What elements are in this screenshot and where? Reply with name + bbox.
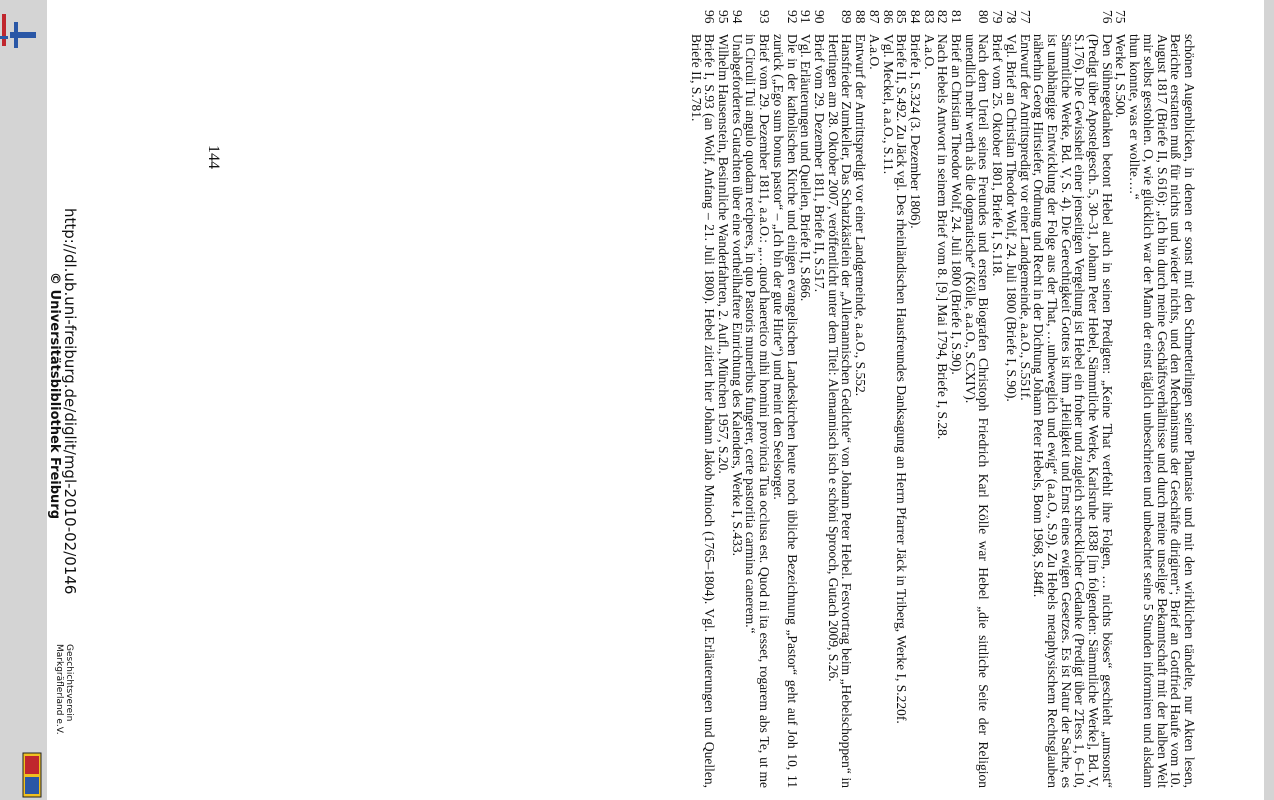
footnote-number: 94 (729, 10, 745, 24)
footnote-number: 80 (976, 10, 992, 24)
footnote-number: 96 (702, 10, 718, 24)
permalink-url[interactable]: http://dl.ub.uni-freiburg.de/diglit/mgl-2010-02/0146 (61, 208, 79, 595)
footnote (895, 10, 909, 788)
footnote-text: Brief an Christian Theodor Wolf, 24. Juli 1800 (Briefe I, S.90). (949, 34, 965, 375)
footnote-text: Briefe II, S.492. Zu Jäck vgl. Des rheinländischen Hausfreundes Danksagung an Herrn Pfarrer Jäck in Triberg, Werke I, S.220f. (894, 34, 910, 724)
footnote-number: 81 (949, 10, 965, 24)
footnote (1114, 10, 1128, 788)
footnote (1004, 10, 1018, 788)
footnote-number: 75 (1113, 10, 1129, 24)
footnote-text: Den Sühnegedanken betont Hebel auch in seinen Predigten: „Keine That verfehlt ihre Folgen, … nichts böses“ geschieht „umsonst“ (Predigt über Apostelgesch. 5, 30–31, Johann Peter Hebel, Sämmtliche Werke, Karlsruhe 1838 [im folgenden: Sämmtliche Werke], Bd. V, S.176). Die Gewissheit einer jenseitigen Vergeltung ist Hebel ein froher und zugleich schrecklicher Gedanke (Predigt über 2Tess 1, 6–10, Sämmtliche Werke, Bd. V, S. 4). Die Gerechtigkeit Gottes ist ihm „Heiligkeit und Ernst eines ewigen Gesetzes. Es ist Natur der Sache, es ist unabhängige Entwicklung der Folge aus der That, …unbeweglich und ewig“ (a.a.O., S.9). Zu Hebels metaphysischem Rechtsglauben näherhin Georg Hirtsiefer, Ordnung und Recht in der Dichtung Johann Peter Hebels, Bonn 1968, S.84ff. (1031, 34, 1115, 788)
footnote-text: Werke I, S.500. (1113, 34, 1129, 119)
footnote (867, 10, 881, 788)
viewer-right-sidebar (1264, 0, 1274, 800)
footnote-text: Brief vom 29. Dezember 1811, a.a.O.: „…quod haeretico mihi homini provincia Tua occlusa est. Quod ni ita esset, rogarem abs Te, ut me in Circuli Tui angulo quodam reciperes, in quo Pastoris muneribus fungerer, certe pastoritia carmina canerem.“ (743, 34, 773, 788)
viewer-left-sidebar (0, 0, 47, 800)
footnote-number: 93 (757, 10, 773, 24)
footnote-text: schönen Augenblicken, in denen er sonst mit den Schmetterlingen seiner Phantasie und mit den wirklichen tändelte, nur Akten lesen, Berichte erstatten muß für nichts und wieder nichts, und den Mechanismus der Geschäfte dirigiren“; Brief an Gottfried Haufe vom 10. August 1817 (Briefe II, S.616): „Ich bin durch meine Geschäftsverhältnisse und durch meine unselige Bekanntschaft mit der halben Welt mir selbst gestohlen. O, wie glücklich war der Mann der einst täglich unbeschrieen und unbeachtet seine 5 Stunden informiren und alsdann thun konnte, was er wollte….“ (1127, 34, 1197, 788)
footnote (689, 10, 716, 788)
footnote (1032, 10, 1114, 788)
footnote (744, 10, 771, 788)
footnote (853, 10, 867, 788)
footnote-number: 86 (880, 10, 896, 24)
footnote-number: 95 (716, 10, 732, 24)
footnote-text: Unabgefordertes Gutachten über eine vortheilhaftere Einrichtung des Kalenders, Werke I, S.433. (729, 34, 745, 556)
footnote-text: Vgl. Meckel, a.a.O., S.11. (880, 34, 896, 175)
footnote (1127, 10, 1196, 788)
society-name-line: Geschichtsverein (64, 644, 74, 722)
footnote-text: Briefe I, S.93 (an Wolf, Anfang – 21. Juli 1800). Hebel zitiert hier Johann Jakob Mnioch (1765–1804). Vgl. Erläuterungen und Quellen, Briefe II, S.781. (688, 34, 718, 788)
footnote-text: A.a.O. (921, 34, 937, 70)
footnote-text: Brief vom 25. Oktober 1801, Briefe I, S.118. (990, 34, 1006, 277)
footnote-text: Briefe I, S.324 (3. Dezember 1806). (907, 34, 923, 229)
footnote (949, 10, 963, 788)
copyright-notice: © Universitätsbibliothek Freiburg (47, 272, 62, 520)
footnote-number: 87 (866, 10, 882, 24)
footnote-number: 79 (990, 10, 1006, 24)
footnote-text: Nach dem Urteil seines Freundes und ersten Biografen Christoph Friedrich Karl Kölle war Hebel „die sittliche Seite der Religion unendlich mehr werth als die dogmatische“ (Kölle, a.a.O., S.CXIV). (962, 34, 992, 788)
rotated-page-content (47, 0, 1196, 800)
library-logo-icon[interactable] (0, 12, 40, 52)
footnote-number: 84 (907, 10, 923, 24)
footnote-number: 88 (853, 10, 869, 24)
footnote-number: 85 (894, 10, 910, 24)
footnote (963, 10, 990, 788)
society-name (54, 644, 73, 735)
footnote-text: Entwurf der Antrittspredigt vor einer Landgemeinde, a.a.O., S.551f. (1017, 34, 1033, 401)
footnote (990, 10, 1004, 788)
footnote-text: Nach Hebels Antwort in seinem Brief vom 8. [9.] Mai 1794, Briefe I, S.28. (935, 34, 951, 440)
footnote (826, 10, 853, 788)
society-name-line: Markgräflerland e.V. (54, 644, 65, 735)
footnote (936, 10, 950, 788)
footnote-text: Die in der katholischen Kirche und einigen evangelischen Landeskirchen heute noch übliche Bezeichnung „Pastor“ geht auf Joh 10, 11 zurück („Ego sum bonus pastor“ – „Ich bin der gute Hirte“) und meint den Seelsorger. (770, 34, 800, 788)
page-number: 144 (205, 145, 222, 169)
footnote-number: 77 (1017, 10, 1033, 24)
society-crest-icon (22, 752, 42, 798)
footnote-number: 82 (935, 10, 951, 24)
footnote-text: Entwurf der Antrittspredigt vor einer Landgemeinde, a.a.O., S.552. (853, 34, 869, 397)
footnote-number: 90 (812, 10, 828, 24)
footnote-number: 83 (921, 10, 937, 24)
footnote-text: Vgl. Brief an Christian Theodor Wolf, 24. Juli 1800 (Briefe I, S.90). (1003, 34, 1019, 402)
footnote (771, 10, 798, 788)
footnotes (689, 10, 1196, 788)
footnote-number: 76 (1099, 10, 1115, 24)
footnote-number: 92 (784, 10, 800, 24)
footnote (730, 10, 744, 788)
footnote-text: Brief vom 29. Dezember 1811, Briefe II, S.517. (812, 34, 828, 293)
footnote (881, 10, 895, 788)
footnote-text: Wilhelm Hausenstein, Besinnliche Wanderfahrten, 2. Aufl., München 1957, S.20. (716, 34, 732, 474)
footnote (812, 10, 826, 788)
scanned-page (47, 0, 1264, 800)
footnote-number: 89 (839, 10, 855, 24)
footnote (716, 10, 730, 788)
footnote (908, 10, 922, 788)
footnote-text: Vgl. Erläuterungen und Quellen, Briefe II, S.866. (798, 34, 814, 302)
footnote-number: 91 (798, 10, 814, 24)
footnote-text: A.a.O. (866, 34, 882, 70)
footnote (922, 10, 936, 788)
footnote (799, 10, 813, 788)
footnote (1018, 10, 1032, 788)
footnote-text: Hansfrieder Zumkeller, Das Schatzkästlein der „Allemannischen Gedichte“ von Johann Peter Hebel. Festvortrag beim „Hebelschoppen“ in Hertingen am 28. Oktober 2007, veröffentlicht unter dem Titel: Alemannisch isch e schöni Sprooch, Gutach 2009, S.26. (825, 34, 855, 788)
footnote-number: 78 (1003, 10, 1019, 24)
